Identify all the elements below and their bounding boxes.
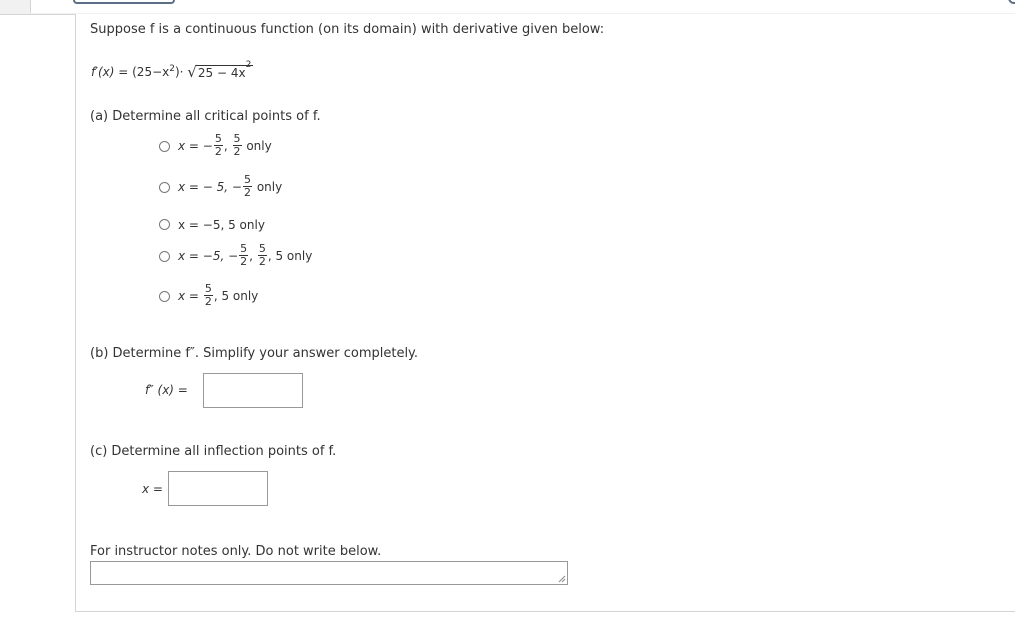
radicand: $25 - 4x^2$ — [197, 60, 252, 80]
part-c-label: x = — [142, 482, 163, 496]
derivative-exponent-1: 2 — [169, 64, 175, 74]
fraction: $\frac{5}{2}$ — [258, 242, 266, 268]
option-3-radio[interactable] — [159, 219, 170, 230]
part-c-question: (c) Determine all inflection points of f. — [90, 444, 337, 459]
top-bar — [0, 0, 1015, 15]
option-3-label[interactable]: x = −5, 5 only — [178, 218, 265, 232]
square-root — [187, 60, 253, 81]
resize-handle-icon[interactable] — [558, 575, 566, 583]
part-b-question: (b) Determine f″. Simplify your answer completely. — [90, 346, 419, 361]
intro-text — [90, 22, 604, 37]
instructor-notes-textarea[interactable] — [90, 561, 568, 585]
top-tab-button[interactable] — [73, 0, 175, 4]
second-derivative-input[interactable] — [203, 373, 303, 408]
derivative-formula — [91, 60, 253, 81]
option-1-radio[interactable] — [159, 141, 170, 152]
inflection-points-input[interactable] — [168, 471, 268, 506]
top-bar-inner — [30, 0, 1015, 13]
part-b-label: f″ (x) = — [145, 383, 188, 397]
instructor-note-label: For instructor notes only. Do not write below. — [90, 544, 382, 559]
option-4-radio[interactable] — [159, 251, 170, 262]
derivative-factor: (25−x — [132, 65, 170, 79]
fraction: $\frac{5}{2}$ — [204, 282, 212, 308]
fraction: $\frac{5}{2}$ — [214, 132, 222, 158]
option-1-label[interactable]: x = − $\frac{5}{2}$ , $\frac{5}{2}$ only — [178, 132, 272, 158]
derivative-factor-close: )· — [174, 65, 184, 79]
option-2-radio[interactable] — [159, 182, 170, 193]
option-5-radio[interactable] — [159, 291, 170, 302]
radical-icon: √ — [187, 63, 197, 81]
fraction: $\frac{5}{2}$ — [240, 242, 248, 268]
part-a-question: (a) Determine all critical points of f. — [90, 109, 321, 124]
option-5-label[interactable]: x = $\frac{5}{2}$ , 5 only — [178, 282, 259, 308]
option-2-label[interactable]: x = − 5, − $\frac{5}{2}$ only — [178, 173, 283, 199]
derivative-lhs: f′(x) = — [91, 65, 129, 79]
intro-sentence: Suppose f is a continuous function (on its domain) with derivative given below: — [90, 22, 605, 37]
question-panel — [75, 14, 1015, 612]
option-4-label[interactable]: x = −5, − $\frac{5}{2}$ , $\frac{5}{2}$ , 5 only — [178, 242, 313, 268]
fraction: $\frac{5}{2}$ — [233, 132, 241, 158]
fraction: $\frac{5}{2}$ — [243, 173, 251, 199]
